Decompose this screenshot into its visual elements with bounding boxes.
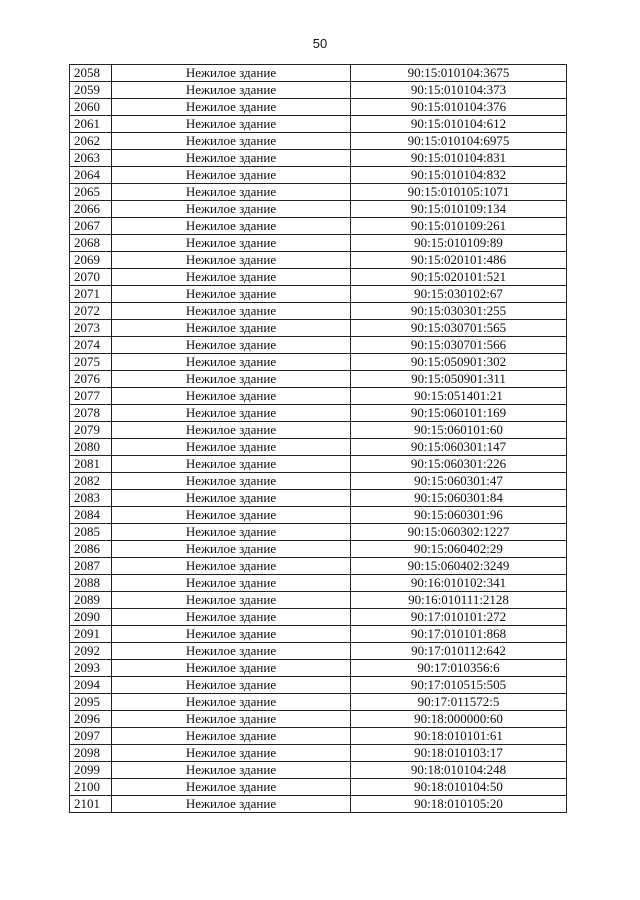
row-number-cell: 2074 [70, 337, 112, 354]
cadastral-number-cell: 90:18:010104:248 [351, 762, 567, 779]
row-number-cell: 2087 [70, 558, 112, 575]
table-row [70, 371, 567, 388]
table-row [70, 524, 567, 541]
row-number-cell: 2069 [70, 252, 112, 269]
object-type-cell: Нежилое здание [112, 286, 351, 303]
object-type-cell: Нежилое здание [112, 405, 351, 422]
table-row [70, 422, 567, 439]
table-row [70, 252, 567, 269]
cadastral-number-cell: 90:17:010356:6 [351, 660, 567, 677]
object-type-cell: Нежилое здание [112, 269, 351, 286]
table-row [70, 558, 567, 575]
row-number-cell: 2073 [70, 320, 112, 337]
cadastral-number-cell: 90:17:010112:642 [351, 643, 567, 660]
cadastral-number-cell: 90:17:010101:272 [351, 609, 567, 626]
row-number-cell: 2070 [70, 269, 112, 286]
table-row [70, 762, 567, 779]
row-number-cell: 2058 [70, 65, 112, 82]
row-number-cell: 2085 [70, 524, 112, 541]
row-number-cell: 2059 [70, 82, 112, 99]
cadastral-number-cell: 90:15:010105:1071 [351, 184, 567, 201]
cadastral-number-cell: 90:15:020101:521 [351, 269, 567, 286]
cadastral-number-cell: 90:15:010109:261 [351, 218, 567, 235]
object-type-cell: Нежилое здание [112, 320, 351, 337]
row-number-cell: 2066 [70, 201, 112, 218]
table-row [70, 218, 567, 235]
row-number-cell: 2099 [70, 762, 112, 779]
object-type-cell: Нежилое здание [112, 422, 351, 439]
row-number-cell: 2076 [70, 371, 112, 388]
cadastral-number-cell: 90:15:060302:1227 [351, 524, 567, 541]
object-type-cell: Нежилое здание [112, 643, 351, 660]
row-number-cell: 2093 [70, 660, 112, 677]
object-type-cell: Нежилое здание [112, 575, 351, 592]
row-number-cell: 2060 [70, 99, 112, 116]
table-row [70, 167, 567, 184]
table-row [70, 184, 567, 201]
table-row [70, 405, 567, 422]
table-row [70, 82, 567, 99]
table-row [70, 575, 567, 592]
cadastral-number-cell: 90:15:010104:3675 [351, 65, 567, 82]
table-row [70, 592, 567, 609]
table-row [70, 286, 567, 303]
object-type-cell: Нежилое здание [112, 796, 351, 813]
object-type-cell: Нежилое здание [112, 371, 351, 388]
cadastral-number-cell: 90:17:010101:868 [351, 626, 567, 643]
row-number-cell: 2077 [70, 388, 112, 405]
object-type-cell: Нежилое здание [112, 82, 351, 99]
object-type-cell: Нежилое здание [112, 541, 351, 558]
object-type-cell: Нежилое здание [112, 728, 351, 745]
cadastral-number-cell: 90:15:050901:311 [351, 371, 567, 388]
row-number-cell: 2082 [70, 473, 112, 490]
table-row [70, 201, 567, 218]
cadastral-number-cell: 90:15:010104:612 [351, 116, 567, 133]
table-row [70, 507, 567, 524]
row-number-cell: 2090 [70, 609, 112, 626]
object-type-cell: Нежилое здание [112, 490, 351, 507]
table-row [70, 235, 567, 252]
object-type-cell: Нежилое здание [112, 507, 351, 524]
object-type-cell: Нежилое здание [112, 337, 351, 354]
registry-table [69, 64, 567, 813]
row-number-cell: 2065 [70, 184, 112, 201]
object-type-cell: Нежилое здание [112, 473, 351, 490]
cadastral-number-cell: 90:17:011572:5 [351, 694, 567, 711]
object-type-cell: Нежилое здание [112, 439, 351, 456]
row-number-cell: 2086 [70, 541, 112, 558]
cadastral-number-cell: 90:15:060301:96 [351, 507, 567, 524]
object-type-cell: Нежилое здание [112, 99, 351, 116]
table-row [70, 354, 567, 371]
table-row [70, 660, 567, 677]
cadastral-number-cell: 90:15:010104:376 [351, 99, 567, 116]
cadastral-number-cell: 90:16:010111:2128 [351, 592, 567, 609]
cadastral-number-cell: 90:15:060301:226 [351, 456, 567, 473]
row-number-cell: 2080 [70, 439, 112, 456]
cadastral-number-cell: 90:15:030301:255 [351, 303, 567, 320]
cadastral-number-cell: 90:18:010105:20 [351, 796, 567, 813]
object-type-cell: Нежилое здание [112, 303, 351, 320]
cadastral-number-cell: 90:15:051401:21 [351, 388, 567, 405]
cadastral-number-cell: 90:15:030102:67 [351, 286, 567, 303]
cadastral-number-cell: 90:15:030701:566 [351, 337, 567, 354]
row-number-cell: 2071 [70, 286, 112, 303]
cadastral-number-cell: 90:18:010104:50 [351, 779, 567, 796]
table-row [70, 677, 567, 694]
table-row [70, 133, 567, 150]
row-number-cell: 2092 [70, 643, 112, 660]
row-number-cell: 2095 [70, 694, 112, 711]
page-number: 50 [312, 36, 328, 51]
object-type-cell: Нежилое здание [112, 456, 351, 473]
object-type-cell: Нежилое здание [112, 133, 351, 150]
object-type-cell: Нежилое здание [112, 116, 351, 133]
object-type-cell: Нежилое здание [112, 201, 351, 218]
table-row [70, 388, 567, 405]
object-type-cell: Нежилое здание [112, 762, 351, 779]
row-number-cell: 2061 [70, 116, 112, 133]
row-number-cell: 2088 [70, 575, 112, 592]
object-type-cell: Нежилое здание [112, 694, 351, 711]
row-number-cell: 2091 [70, 626, 112, 643]
cadastral-number-cell: 90:15:030701:565 [351, 320, 567, 337]
table-row [70, 456, 567, 473]
row-number-cell: 2098 [70, 745, 112, 762]
object-type-cell: Нежилое здание [112, 592, 351, 609]
cadastral-number-cell: 90:15:010109:134 [351, 201, 567, 218]
cadastral-number-cell: 90:15:050901:302 [351, 354, 567, 371]
object-type-cell: Нежилое здание [112, 524, 351, 541]
row-number-cell: 2084 [70, 507, 112, 524]
table-row [70, 745, 567, 762]
registry-table-body [70, 65, 567, 813]
object-type-cell: Нежилое здание [112, 167, 351, 184]
table-row [70, 65, 567, 82]
cadastral-number-cell: 90:15:060301:47 [351, 473, 567, 490]
row-number-cell: 2079 [70, 422, 112, 439]
object-type-cell: Нежилое здание [112, 558, 351, 575]
object-type-cell: Нежилое здание [112, 745, 351, 762]
cadastral-number-cell: 90:15:060101:169 [351, 405, 567, 422]
table-row [70, 439, 567, 456]
cadastral-number-cell: 90:15:060402:29 [351, 541, 567, 558]
row-number-cell: 2097 [70, 728, 112, 745]
row-number-cell: 2062 [70, 133, 112, 150]
row-number-cell: 2089 [70, 592, 112, 609]
cadastral-number-cell: 90:17:010515:505 [351, 677, 567, 694]
row-number-cell: 2100 [70, 779, 112, 796]
row-number-cell: 2094 [70, 677, 112, 694]
cadastral-number-cell: 90:15:010109:89 [351, 235, 567, 252]
table-row [70, 303, 567, 320]
row-number-cell: 2083 [70, 490, 112, 507]
table-row [70, 541, 567, 558]
object-type-cell: Нежилое здание [112, 626, 351, 643]
object-type-cell: Нежилое здание [112, 677, 351, 694]
table-row [70, 269, 567, 286]
row-number-cell: 2081 [70, 456, 112, 473]
row-number-cell: 2072 [70, 303, 112, 320]
cadastral-number-cell: 90:15:060301:84 [351, 490, 567, 507]
cadastral-number-cell: 90:16:010102:341 [351, 575, 567, 592]
table-row [70, 626, 567, 643]
row-number-cell: 2101 [70, 796, 112, 813]
cadastral-number-cell: 90:15:010104:831 [351, 150, 567, 167]
object-type-cell: Нежилое здание [112, 609, 351, 626]
object-type-cell: Нежилое здание [112, 354, 351, 371]
table-row [70, 643, 567, 660]
table-row [70, 796, 567, 813]
cadastral-number-cell: 90:15:060301:147 [351, 439, 567, 456]
object-type-cell: Нежилое здание [112, 711, 351, 728]
table-row [70, 711, 567, 728]
row-number-cell: 2078 [70, 405, 112, 422]
table-row [70, 320, 567, 337]
object-type-cell: Нежилое здание [112, 252, 351, 269]
table-row [70, 728, 567, 745]
row-number-cell: 2063 [70, 150, 112, 167]
table-row [70, 116, 567, 133]
object-type-cell: Нежилое здание [112, 779, 351, 796]
table-row [70, 337, 567, 354]
table-row [70, 99, 567, 116]
object-type-cell: Нежилое здание [112, 388, 351, 405]
row-number-cell: 2075 [70, 354, 112, 371]
object-type-cell: Нежилое здание [112, 660, 351, 677]
row-number-cell: 2064 [70, 167, 112, 184]
table-row [70, 779, 567, 796]
cadastral-number-cell: 90:18:010103:17 [351, 745, 567, 762]
cadastral-number-cell: 90:15:010104:832 [351, 167, 567, 184]
object-type-cell: Нежилое здание [112, 218, 351, 235]
row-number-cell: 2067 [70, 218, 112, 235]
object-type-cell: Нежилое здание [112, 235, 351, 252]
object-type-cell: Нежилое здание [112, 184, 351, 201]
cadastral-number-cell: 90:15:010104:6975 [351, 133, 567, 150]
row-number-cell: 2068 [70, 235, 112, 252]
cadastral-number-cell: 90:18:010101:61 [351, 728, 567, 745]
object-type-cell: Нежилое здание [112, 150, 351, 167]
cadastral-number-cell: 90:15:010104:373 [351, 82, 567, 99]
table-row [70, 694, 567, 711]
table-row [70, 609, 567, 626]
cadastral-number-cell: 90:15:060101:60 [351, 422, 567, 439]
table-row [70, 150, 567, 167]
cadastral-number-cell: 90:15:020101:486 [351, 252, 567, 269]
table-row [70, 473, 567, 490]
cadastral-number-cell: 90:15:060402:3249 [351, 558, 567, 575]
object-type-cell: Нежилое здание [112, 65, 351, 82]
table-row [70, 490, 567, 507]
row-number-cell: 2096 [70, 711, 112, 728]
cadastral-number-cell: 90:18:000000:60 [351, 711, 567, 728]
